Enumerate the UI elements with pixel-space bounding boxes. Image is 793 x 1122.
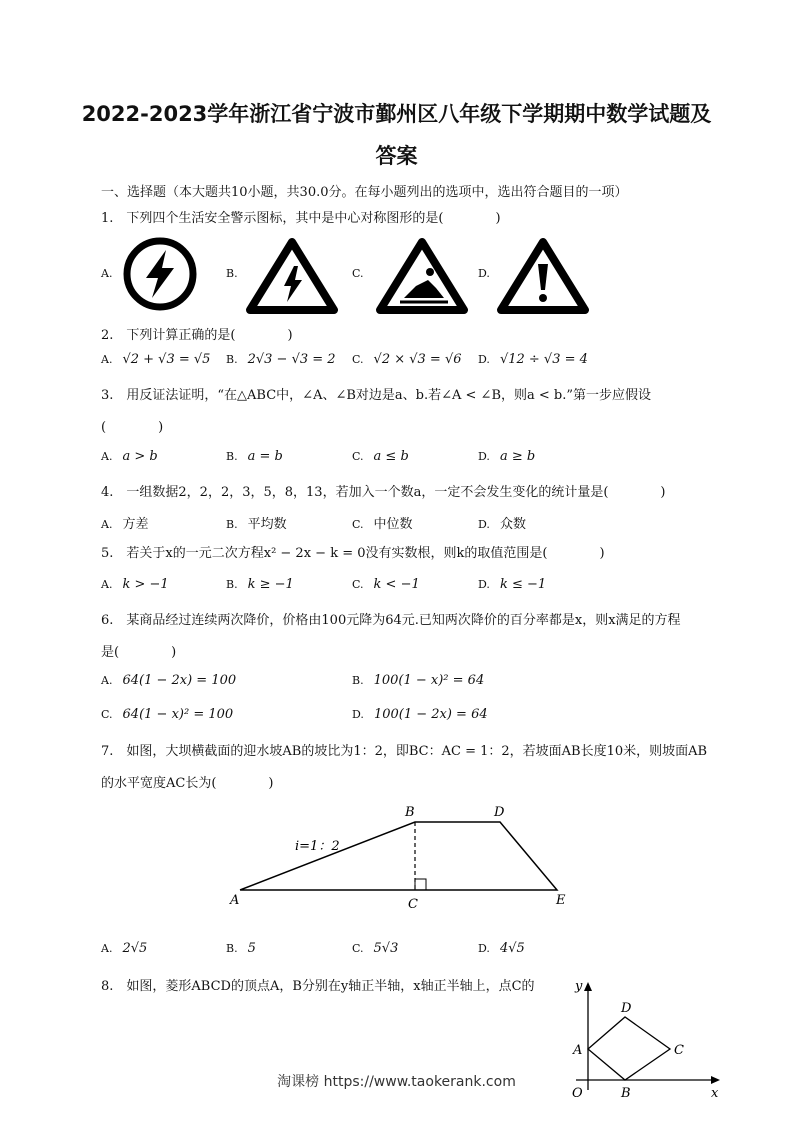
q6-option-c: C. 64(1 − x)² = 100 <box>101 707 234 722</box>
axis-y-label: y <box>575 979 583 994</box>
point-e-label: E <box>556 893 566 908</box>
q5-option-b: B. k ≥ −1 <box>226 577 294 592</box>
doc-title-line1: 2022-2023学年浙江省宁波市鄞州区八年级下学期期中数学试题及 <box>81 102 712 126</box>
q2-option-d: D. √12 ÷ √3 = 4 <box>478 352 588 367</box>
slope-ratio-label: i=1：2 <box>295 839 340 854</box>
q3-stem-cont: ( ) <box>101 420 164 435</box>
q1-label-d: D. <box>478 267 490 280</box>
q6-option-b: B. 100(1 − x)² = 64 <box>352 673 485 688</box>
q7-stem-cont: 的水平宽度AC长为( ) <box>101 776 274 791</box>
q4-option-b: B. 平均数 <box>226 517 287 532</box>
q4-option-d: D. 众数 <box>478 517 526 532</box>
q1-label-a: A. <box>101 267 113 280</box>
dam-outline <box>240 822 557 890</box>
q7-option-a: A. 2√5 <box>101 941 148 956</box>
q4-stem: 4. 一组数据2，2，2，3，5，8，13，若加入一个数a，一定不会发生变化的统计量是( ) <box>101 485 666 500</box>
q2-option-b: B. 2√3 − √3 = 2 <box>226 352 336 367</box>
q1-stem: 1. 下列四个生活安全警示图标，其中是中心对称图形的是( ) <box>101 211 501 226</box>
q3-option-c: C. a ≤ b <box>352 449 409 464</box>
q7-option-b: B. 5 <box>226 941 256 956</box>
q5-option-d: D. k ≤ −1 <box>478 577 547 592</box>
q5-option-a: A. k > −1 <box>101 577 169 592</box>
point-d-label: D <box>621 1001 632 1016</box>
point-d-label: D <box>494 805 505 820</box>
warning-triangle-lightning-icon <box>244 236 340 314</box>
q7-option-d: D. 4√5 <box>478 941 525 956</box>
warning-triangle-slip-icon <box>374 236 470 314</box>
q1-label-c: C. <box>352 267 364 280</box>
q3-option-a: A. a > b <box>101 449 158 464</box>
right-angle-mark <box>415 879 426 890</box>
warning-triangle-exclamation-icon <box>495 236 591 314</box>
q3-stem: 3. 用反证法证明，“在△ABC中，∠A、∠B对边是a、b.若∠A < ∠B，则a < b.”第一步应假设 <box>101 388 651 403</box>
point-b-label: B <box>621 1086 631 1101</box>
q3-option-d: D. a ≥ b <box>478 449 536 464</box>
q5-stem: 5. 若关于x的一元二次方程x² − 2x − k = 0没有实数根，则k的取值范围是( ) <box>101 546 605 561</box>
q2-stem: 2. 下列计算正确的是( ) <box>101 328 293 343</box>
q7-dam-figure <box>222 800 582 915</box>
point-c-label: C <box>674 1043 684 1058</box>
q4-option-a: A. 方差 <box>101 517 149 532</box>
q2-option-c: C. √2 × √3 = √6 <box>352 352 462 367</box>
q3-option-b: B. a = b <box>226 449 283 464</box>
q2-option-a: A. √2 + √3 = √5 <box>101 352 211 367</box>
point-a-label: A <box>230 893 240 908</box>
q7-option-c: C. 5√3 <box>352 941 399 956</box>
q6-option-d: D. 100(1 − 2x) = 64 <box>352 707 488 722</box>
y-axis-arrow <box>584 982 592 991</box>
point-b-label: B <box>405 805 415 820</box>
q5-option-c: C. k < −1 <box>352 577 420 592</box>
point-a-label: A <box>573 1043 583 1058</box>
origin-o-label: O <box>572 1086 583 1101</box>
q6-stem: 6. 某商品经过连续两次降价，价格由100元降为64元.已知两次降价的百分率都是x，则x满足的方程 <box>101 613 681 628</box>
q1-label-b: B. <box>226 267 238 280</box>
axis-x-label: x <box>711 1086 719 1101</box>
footer-watermark: 淘课榜 https://www.taokerank.com <box>277 1074 516 1090</box>
point-c-label: C <box>408 897 418 912</box>
q8-stem: 8. 如图，菱形ABCD的顶点A，B分别在y轴正半轴，x轴正半轴上，点C的 <box>101 979 535 994</box>
q7-stem: 7. 如图，大坝横截面的迎水坡AB的坡比为1：2，即BC：AC = 1：2，若坡面AB长度10米，则坡面AB <box>101 744 708 759</box>
q4-option-c: C. 中位数 <box>352 517 413 532</box>
warning-circle-lightning-icon <box>120 234 200 314</box>
q6-stem-cont: 是( ) <box>101 645 177 660</box>
doc-title-line2: 答案 <box>375 144 418 168</box>
q6-option-a: A. 64(1 − 2x) = 100 <box>101 673 237 688</box>
section-heading: 一、选择题（本大题共10小题，共30.0分。在每小题列出的选项中，选出符合题目的一项） <box>101 185 628 200</box>
